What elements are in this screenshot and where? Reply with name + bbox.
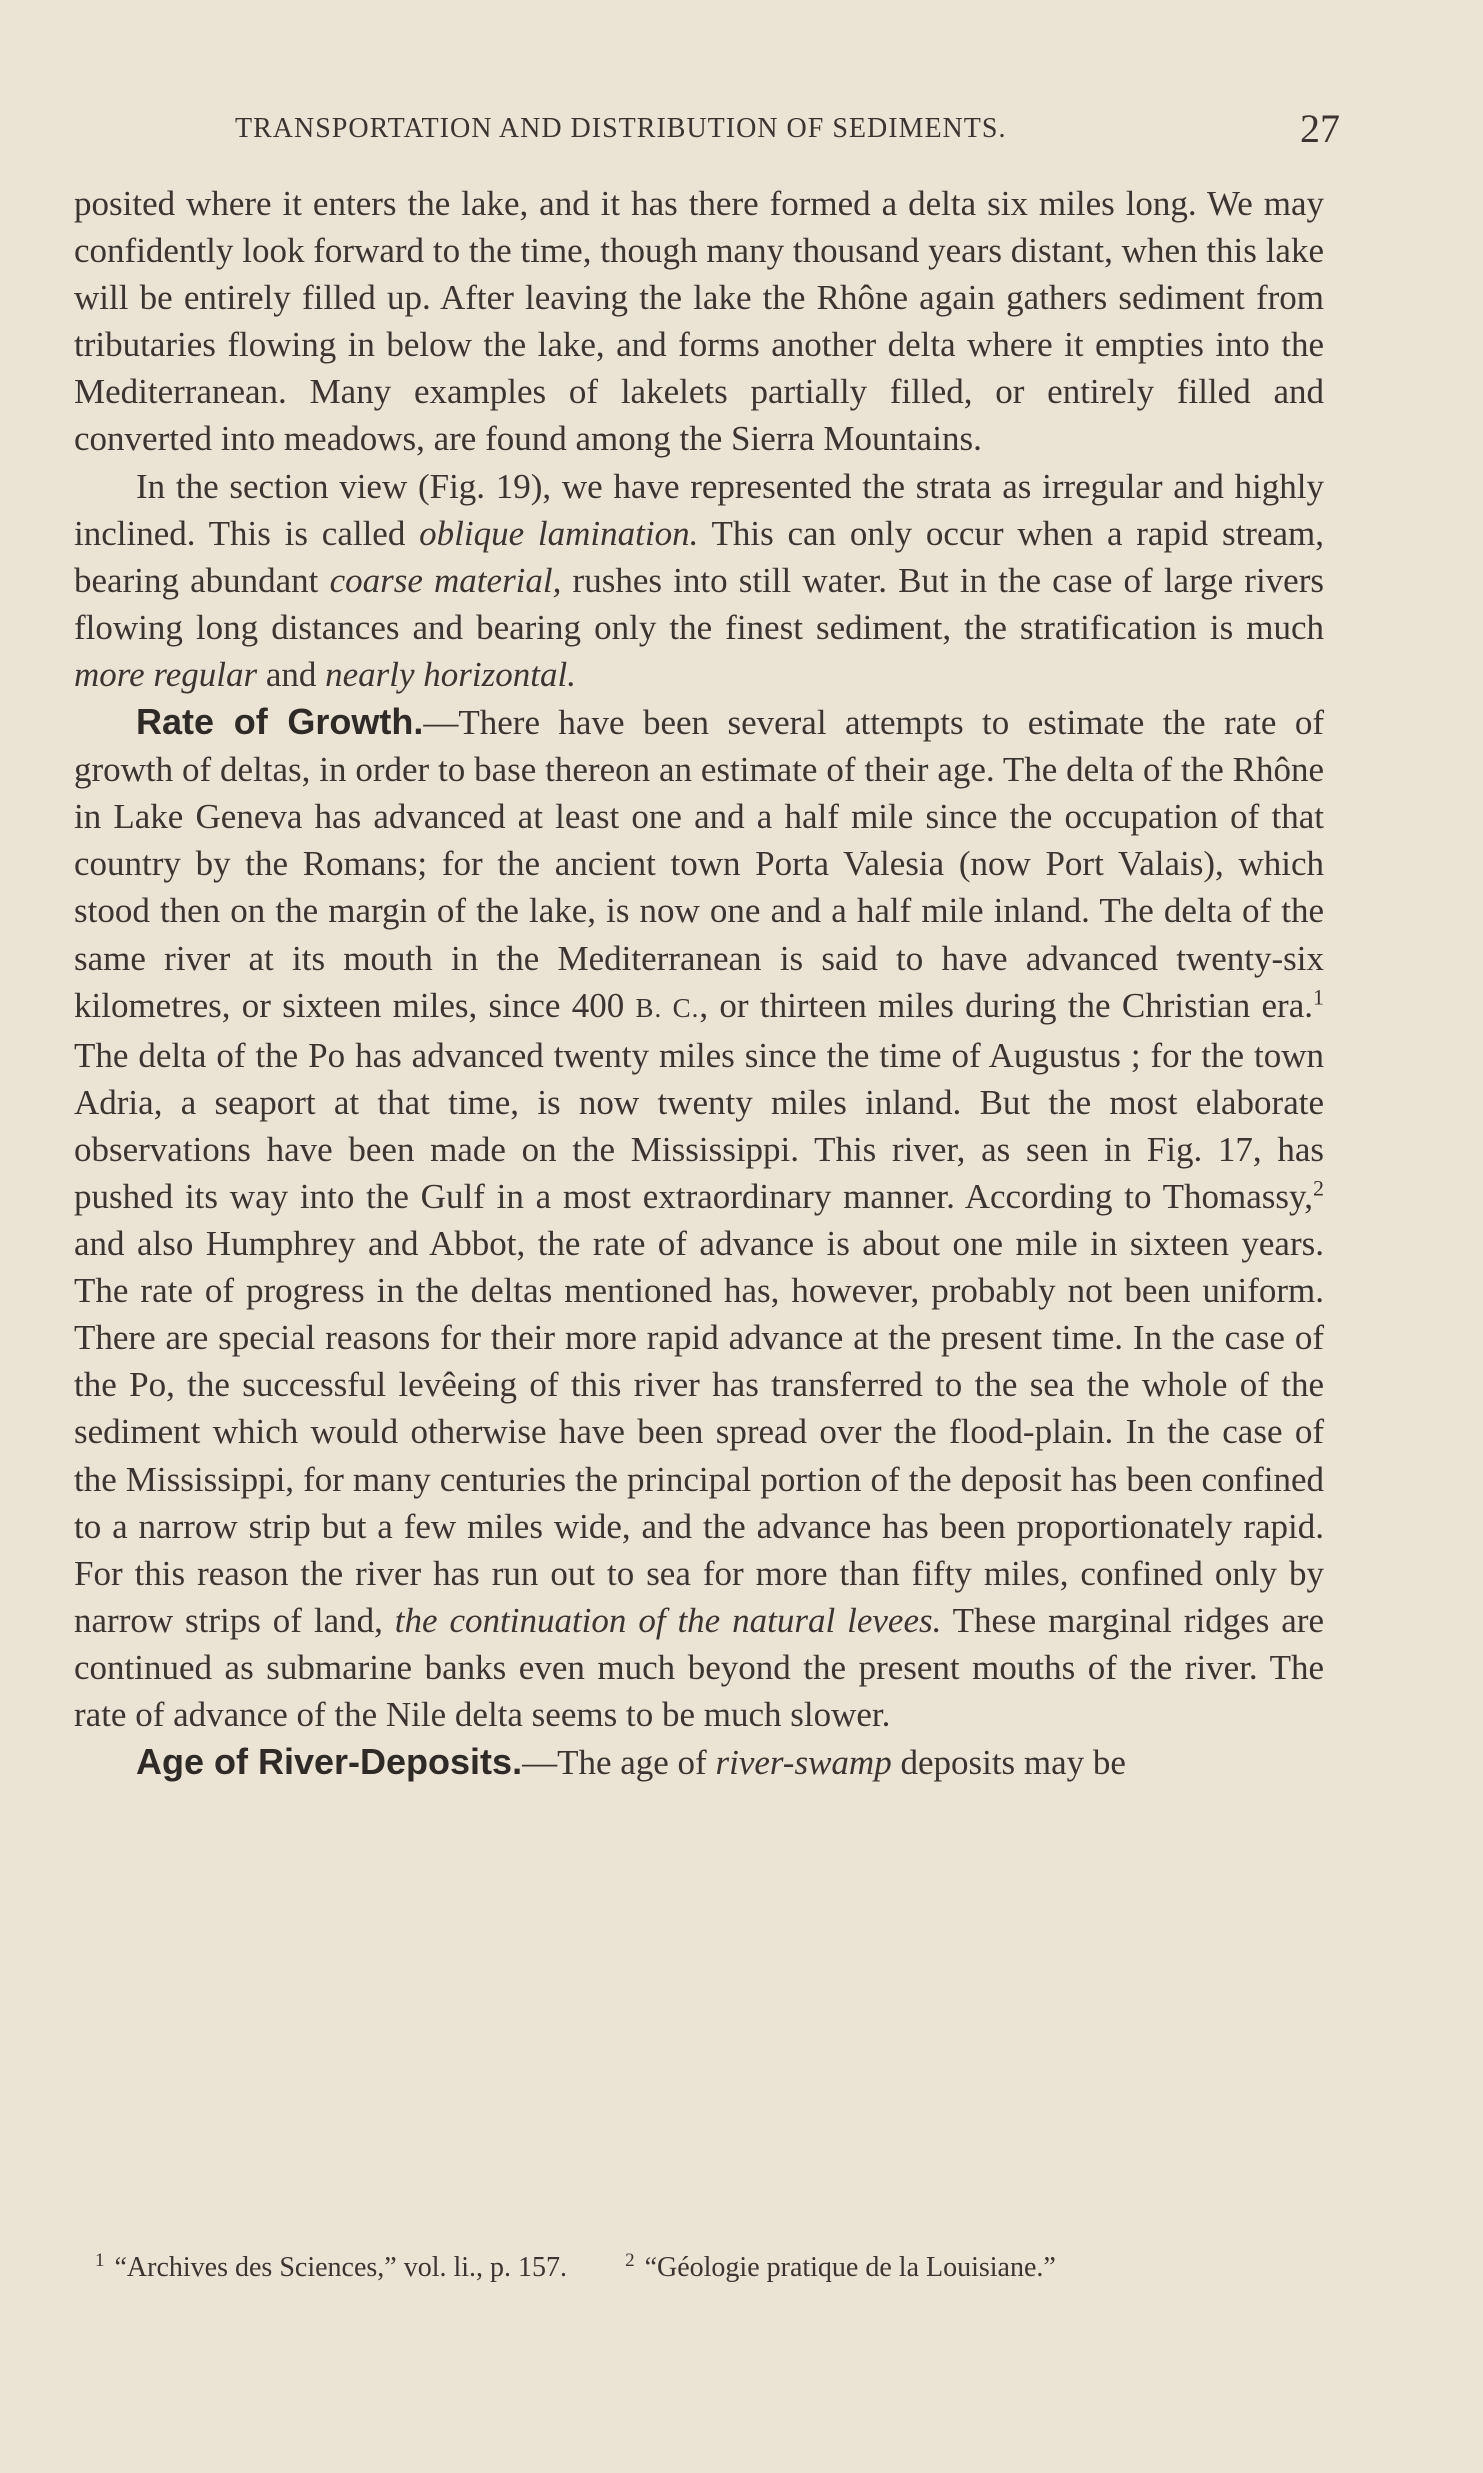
- section-heading-age-of-river-deposits: Age of River-Deposits.: [136, 1741, 523, 1783]
- term-river-swamp: river-swamp: [715, 1743, 892, 1783]
- section-heading-rate-of-growth: Rate of Growth.: [136, 701, 424, 743]
- paragraph-1-text: posited where it enters the lake, and it has there formed a delta six miles long. We may confidently look forward to the time, though many thousand years distant, when this lake will be entirely filled up. After leaving the lake the Rhône again gathers sediment from tributaries flowing in below the lake, and forms another delta where it empties into the Mediterranean. Many examples of lakelets partially filled, or entirely filled and converted into meadows, are found among the Sierra Mountains.: [74, 184, 1324, 459]
- paragraph-4: [74, 1738, 1324, 1786]
- paragraph-2: [74, 463, 1324, 698]
- term-more-regular: more regular: [74, 654, 258, 694]
- paragraph-3-text-5: These marginal ridges are continued as submarine banks even much beyond the present mouths of the river. The rate of advance of the Nile delta seems to be much slower.: [74, 1600, 1324, 1734]
- body-text: [74, 180, 1324, 1786]
- paragraph-4-text-1: —The age of: [522, 1743, 716, 1783]
- paragraph-4-text-2: deposits may be: [891, 1743, 1126, 1783]
- footnote-2-text: “Géologie pratique de la Louisiane.”: [644, 2252, 1056, 2283]
- page-header: [235, 105, 1340, 165]
- paragraph-3-text-3: The delta of the Po has advanced twenty miles since the time of Augustus ; for the town Adria, a seaport at that time, is now twenty miles inland. But the most elaborate observations have been made on the Mississippi. This river, as seen in Fig. 17, has pushed its way into the Gulf in a most extraordinary manner. According to Thomassy,: [74, 1035, 1324, 1216]
- paragraph-2-text-3: rushes into still water. But in the case of large rivers flowing long distances and bearing only the finest sediment, the stratification is much: [74, 560, 1324, 647]
- footnote-2-mark: 2: [625, 2249, 635, 2271]
- term-natural-levees: the continuation of the natural levees.: [394, 1600, 942, 1640]
- footnote-ref-2[interactable]: 2: [1313, 1175, 1324, 1201]
- footnote-1: [95, 2250, 567, 2286]
- paragraph-2-text-2: This can only occur when a rapid stream, bearing abundant: [74, 513, 1325, 600]
- paragraph-3-text-4: and also Humphrey and Abbot, the rate of advance is about one mile in sixteen years. The rate of progress in the deltas mentioned has, however, probably not been uniform. There are special reasons for their more rapid advance at the present time. In the case of the Po, the successful levêeing of this river has transferred to the sea the whole of the sediment which would otherwise have been spread over the flood-plain. In the case of the Mississippi, for many centuries the principal portion of the deposit has been confined to a narrow strip but a few miles wide, and the advance has been proportionately rapid. For this reason the river has run out to sea for more than fifty miles, confined only by narrow strips of land,: [74, 1224, 1324, 1640]
- paragraph-3-text-2: , or thirteen miles during the Christian era.: [699, 985, 1313, 1025]
- term-nearly-horizontal: nearly horizontal.: [325, 654, 576, 694]
- era-abbreviation: B. C.: [635, 992, 700, 1023]
- paragraph-1: [74, 180, 1324, 463]
- running-title: TRANSPORTATION AND DISTRIBUTION OF SEDIMENTS.: [235, 113, 1007, 144]
- footnote-1-mark: 1: [95, 2249, 105, 2271]
- footnote-2: [625, 2250, 1056, 2286]
- term-coarse-material: coarse material,: [329, 560, 562, 600]
- paragraph-2-text-4: and: [257, 654, 326, 694]
- paragraph-2-text-1: In the section view (Fig. 19), we have represented the strata as irregular and highly inclined. This is called: [74, 466, 1324, 553]
- paragraph-3: [74, 698, 1324, 1738]
- term-oblique-lamination: oblique lamination.: [419, 513, 699, 553]
- footnote-ref-1[interactable]: 1: [1313, 983, 1324, 1009]
- paragraph-3-text-1: —There have been several attempts to estimate the rate of growth of deltas, in order to base thereon an estimate of their age. The delta of the Rhône in Lake Geneva has advanced at least one and a half mile since the occupation of that country by the Romans; for the ancient town Porta Valesia (now Port Valais), which stood then on the margin of the lake, is now one and a half mile inland. The delta of the same river at its mouth in the Mediterranean is said to have advanced twenty-six kilometres, or sixteen miles, since 400: [74, 703, 1324, 1025]
- footnote-1-text: “Archives des Sciences,” vol. li., p. 157.: [114, 2252, 568, 2283]
- page-number: 27: [1300, 106, 1340, 151]
- footnotes: [95, 2250, 1325, 2286]
